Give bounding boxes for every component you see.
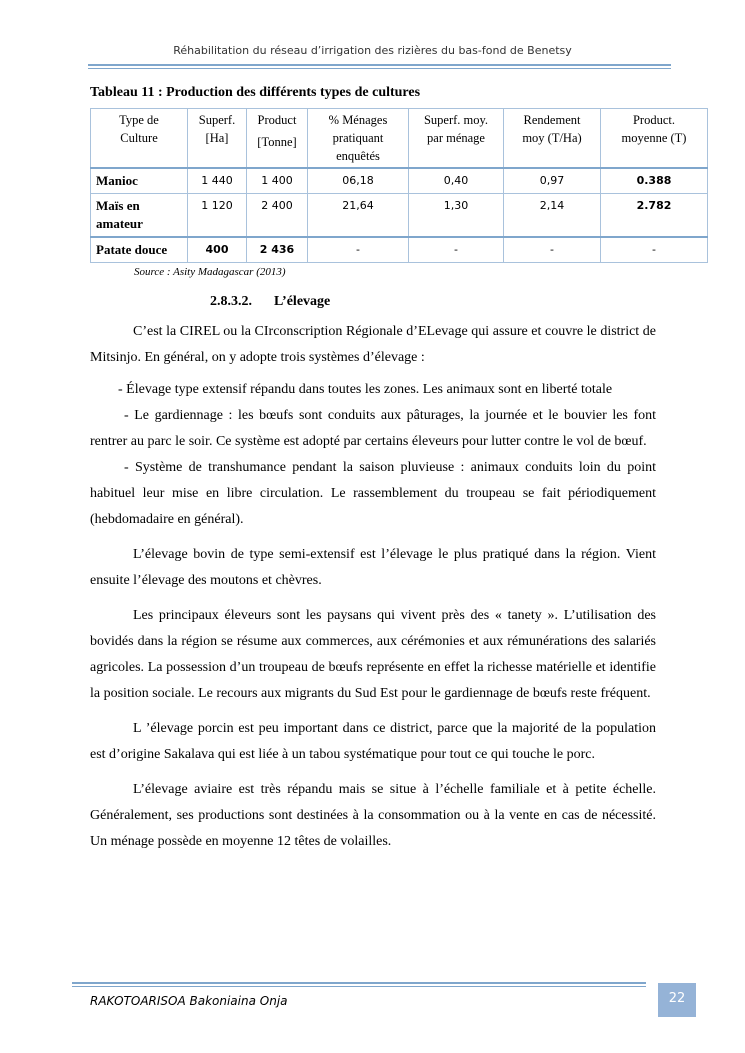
paragraph: Les principaux éleveurs sont les paysans qui vivent près des « tanety ». L’utilisation des bovidés dans la région se résume aux commerces, aux cérémonies et aux rémunérations des salariés agricoles. La possession d’un troupeau de bœufs représente en effet la richesse matérielle et identifie la position sociale. Le recours aux migrants du Sud Est pour le gardiennage de bœufs reste fréquent. <box>90 608 656 701</box>
table-cell: Manioc <box>91 168 188 194</box>
table-row <box>91 194 708 238</box>
table-cell: - <box>601 237 708 263</box>
table-cell: 2.782 <box>601 194 708 238</box>
table-cell: 1,30 <box>409 194 504 238</box>
list-item: - Système de transhumance pendant la saison pluvieuse : animaux conduits loin du point habituel leur mise en libre circulation. Le rassemblement du troupeau se fait périodiquement (hebdomadaire en général). <box>90 460 656 527</box>
page-content <box>90 84 687 855</box>
table-cell: 06,18 <box>308 168 409 194</box>
table-cell: 1 400 <box>247 168 308 194</box>
table-cell: 0.388 <box>601 168 708 194</box>
col-header-yield: Rendement moy (T/Ha) <box>504 109 601 169</box>
table-cell: - <box>409 237 504 263</box>
table-cell: 1 120 <box>188 194 247 238</box>
table-caption: Tableau 11 : Production des différents types de cultures <box>90 85 421 100</box>
table-cell: 2 436 <box>247 237 308 263</box>
table-row <box>91 237 708 263</box>
col-header-households: % Ménages pratiquant enquêtés <box>308 109 409 169</box>
header-rule <box>88 64 671 66</box>
table-cell: 21,64 <box>308 194 409 238</box>
section-number: 2.8.3.2. <box>210 294 252 309</box>
table-cell: 0,97 <box>504 168 601 194</box>
table-cell: Maïs en amateur <box>91 194 188 238</box>
col-header-avg-area: Superf. moy. par ménage <box>409 109 504 169</box>
page-number: 22 <box>658 983 696 1017</box>
header-rule-thin <box>88 68 671 69</box>
list-item: - Élevage type extensif répandu dans toutes les zones. Les animaux sont en liberté totale <box>118 382 613 397</box>
paragraph: L’élevage bovin de type semi-extensif est l’élevage le plus pratiqué dans la région. Vient ensuite l’élevage des moutons et chèvres. <box>90 547 656 588</box>
table-header-row <box>91 109 708 169</box>
paragraph: L ’élevage porcin est peu important dans ce district, parce que la majorité de la population est d’origine Sakalava qui est liée à un tabou systématique pour tout ce qui touche le porc. <box>90 721 656 762</box>
table-cell: - <box>504 237 601 263</box>
table-cell: 2 400 <box>247 194 308 238</box>
table-cell: 2,14 <box>504 194 601 238</box>
col-header-area: Superf. [Ha] <box>188 109 247 169</box>
section-heading <box>210 293 656 311</box>
footer-rule <box>72 982 646 984</box>
table-cell: 400 <box>188 237 247 263</box>
table-cell: 1 440 <box>188 168 247 194</box>
list-item: - Le gardiennage : les bœufs sont conduits aux pâturages, la journée et le bouvier les font rentrer au parc le soir. Ce système est adopté par certains éleveurs pour lutter contre le vol de bœuf. <box>90 408 656 449</box>
paragraph: L’élevage aviaire est très répandu mais se situe à l’échelle familiale et à petite échelle. Généralement, ses productions sont destinées à la consommation ou à la vente en cas de nécessité. Un ménage possède en moyenne 12 têtes de volailles. <box>90 782 656 849</box>
production-table <box>90 108 708 263</box>
col-header-avg-production: Product. moyenne (T) <box>601 109 708 169</box>
col-header-production: Product [Tonne] <box>247 109 308 169</box>
table-cell: Patate douce <box>91 237 188 263</box>
footer-rule-thin <box>72 986 646 987</box>
table-source: Source : Asity Madagascar (2013) <box>134 266 286 278</box>
footer-author: RAKOTOARISOA Bakoniaina Onja <box>90 994 288 1008</box>
col-header-type: Type de Culture <box>91 109 188 169</box>
table-row <box>91 168 708 194</box>
paragraph: C’est la CIREL ou la CIrconscription Régionale d’ELevage qui assure et couvre le district de Mitsinjo. En général, on y adopte trois systèmes d’élevage : <box>90 324 656 365</box>
table-cell: - <box>308 237 409 263</box>
section-title: L’élevage <box>274 294 331 309</box>
table-cell: 0,40 <box>409 168 504 194</box>
running-header: Réhabilitation du réseau d’irrigation des rizières du bas-fond de Benetsy <box>173 44 572 57</box>
